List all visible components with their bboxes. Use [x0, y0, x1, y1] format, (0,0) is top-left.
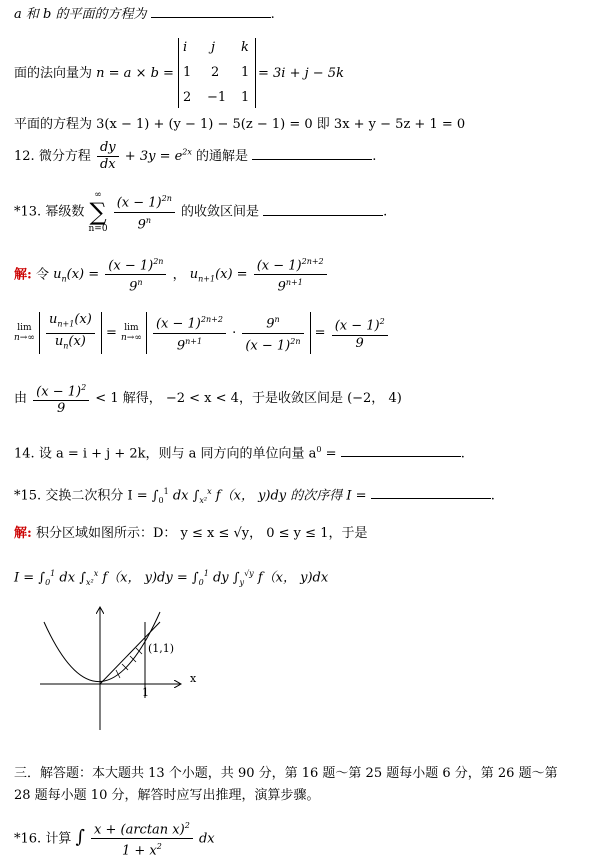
int-c: f（x， y)dy = ∫: [102, 570, 199, 586]
q13-text-a: 幂级数: [45, 204, 85, 220]
q13-frac-num: (x − 1): [116, 195, 162, 211]
q11-lead-text: a 和 b 的平面的方程为: [14, 7, 147, 22]
q15-lim2-top: x: [207, 487, 212, 496]
q12-exponent: 2x: [182, 147, 192, 157]
integral-icon: ∫: [75, 826, 85, 848]
frac-num-sub: n+1: [57, 319, 75, 329]
x-axis-label: x: [190, 672, 197, 685]
sol13-lim-2: [121, 323, 142, 343]
sol13-label: 解:: [14, 267, 32, 283]
int-b: dx ∫: [59, 570, 86, 586]
frac-den: 9: [176, 337, 186, 353]
frac-den: 9: [277, 279, 286, 295]
lim-word: lim: [17, 323, 32, 334]
frac-num-exp: 2n+2: [301, 257, 324, 266]
q11-lead-line: a 和 b 的平面的方程为 .: [14, 4, 275, 23]
q15-lim2-bottom: x²: [199, 495, 208, 505]
q12-text-c: 的通解是: [196, 149, 249, 164]
sol13-un1-sub: n+1: [198, 274, 216, 284]
int-a-bot: 0: [45, 577, 51, 587]
sol13-product-abs: [146, 312, 311, 354]
q12-text-b: + 3y = e: [124, 149, 183, 164]
conc-prefix: 由: [14, 391, 28, 407]
q11-normal-label: 面的法向量为: [14, 66, 93, 81]
tick-label: 1: [142, 686, 149, 699]
int-d-bot: y: [239, 577, 245, 587]
matrix-cell: 1: [183, 65, 192, 80]
frac-num-exp: 2n+2: [200, 315, 223, 325]
q12-frac-den: dx: [99, 157, 116, 172]
sol13-line-1: [14, 254, 329, 295]
q11-normal-line: [14, 66, 174, 82]
frac-den-sub: n: [63, 341, 69, 351]
sol13-g2-fraction: [242, 312, 303, 354]
frac-num: (x − 1): [36, 384, 82, 400]
lim-word: lim: [124, 323, 139, 334]
frac-num-exp: 2: [379, 317, 385, 327]
sol13-un1-fraction: [254, 254, 327, 296]
q11-normal-result: = 3i + j − 5k: [258, 66, 344, 81]
frac-num: 9: [266, 316, 275, 332]
int-a-top: 1: [50, 569, 56, 578]
sol13-un-sub: n: [61, 274, 67, 284]
parabola-curve: [44, 612, 160, 682]
sol13-un1-arg: (x) =: [215, 267, 248, 283]
q12-line: 12. 微分方程 $\frac{dy}{dx}$ + $3y = e^{2x}$ 的通解是 .: [14, 140, 377, 172]
q12-frac-num: dy: [97, 140, 119, 157]
frac-den: (x − 1): [245, 337, 291, 353]
frac-num-exp: n: [274, 315, 280, 325]
q13-frac-num-exp: 2n: [161, 194, 172, 204]
sol15-text: 积分区域如图所示：D： y ≤ x ≤ √y， 0 ≤ y ≤ 1，于是: [35, 526, 368, 541]
int-c-top: 1: [203, 569, 209, 578]
sol13-un-arg: (x) =: [66, 267, 100, 283]
sol13-result-fraction: [332, 314, 388, 351]
int-d: dy ∫: [212, 570, 240, 586]
sol13-un: u: [53, 267, 62, 283]
dot: ·: [232, 325, 237, 341]
q15-text: 交换二次积分 I = ∫: [45, 488, 159, 504]
q13-frac-den: 9: [137, 216, 146, 232]
q15-text-c: f（x， y)dy 的次序得 I =: [215, 488, 367, 504]
sol13-ratio-abs: [39, 312, 102, 354]
q12-number: 12.: [14, 149, 35, 164]
frac-den-exp: n: [137, 278, 143, 288]
q14-text-b: =: [325, 446, 337, 462]
equals: =: [314, 325, 326, 341]
frac-num-exp: 2: [184, 821, 190, 830]
section3-line-1: 三．解答题：本大题共 13 个小题，共 90 分，第 16 题～第 25 题每小题 6 分，第 26 题～第: [14, 766, 558, 781]
matrix-cell: i: [183, 40, 188, 55]
frac-num: (x − 1): [256, 258, 302, 274]
frac-den: 9: [355, 335, 364, 351]
q11-normal-expr: n = a × b =: [96, 66, 174, 81]
q14-text: 设 a = i + j + 2k，则与 a 同方向的单位向量 a: [38, 446, 317, 462]
q14-answer-blank: [341, 443, 461, 457]
q13-answer-blank: [263, 202, 383, 216]
frac-num-exp: 2: [81, 383, 87, 392]
q15-text-b: dx ∫: [172, 488, 200, 504]
sol13-conc-fraction: [33, 380, 89, 417]
matrix-cell: k: [241, 40, 249, 55]
matrix-cell: 1: [241, 65, 250, 80]
sol13-conclusion: [14, 380, 402, 416]
matrix-cell: 1: [241, 90, 250, 105]
sol13-let: 令: [35, 267, 49, 283]
frac-num-exp: 2n: [153, 257, 164, 266]
q16-line: [14, 818, 215, 859]
equals: =: [105, 325, 117, 341]
sol13-un1: u: [189, 267, 199, 283]
lim-sub: n→∞: [120, 333, 142, 344]
q13-sum-top: ∞: [94, 190, 102, 200]
q15-line: *15. 交换二次积分 $I = \int_0^1$ dx $\int_{x^2}^x$ f（x， y)dy 的次序得 I = .: [14, 487, 495, 505]
sol13-ratio-fraction: [46, 312, 95, 354]
frac-den: u: [54, 333, 64, 349]
q11-answer-blank: [151, 4, 271, 18]
sol15-line-1: [14, 526, 367, 542]
sigma-icon: ∑: [89, 198, 107, 226]
frac-den: 9: [57, 401, 66, 417]
q13-number: *13.: [14, 204, 42, 220]
q15-number: *15.: [14, 488, 42, 504]
region-figure: [30, 600, 210, 740]
q13-frac-den-exp: n: [145, 215, 151, 225]
conc-text: < 1 解得， −2 < x < 4，于是收敛区间是 (−2， 4): [95, 391, 402, 407]
matrix-cell: 2: [183, 90, 192, 105]
q15-lim-top: 1: [163, 487, 169, 496]
sol13-limit-line: [14, 312, 390, 356]
sol15-integral-line: [14, 566, 328, 591]
sol13-un-fraction: [105, 254, 166, 296]
q13-sum: [88, 190, 107, 234]
q15-answer-blank: [371, 485, 491, 499]
q13-series-fraction: [114, 191, 175, 233]
q16-tail: dx: [198, 831, 215, 847]
frac-den-exp: n+1: [285, 278, 303, 288]
q12-text-a: 微分方程: [38, 149, 91, 164]
q15-lim-bottom: 0: [158, 495, 164, 505]
q14-line: 14. 设 a = i + j + 2k，则与 a 同方向的单位向量 $a^0$ = .: [14, 445, 465, 462]
point-label: (1,1): [148, 642, 175, 655]
q14-number: 14.: [14, 446, 35, 462]
frac-num: (x − 1): [155, 316, 201, 332]
q13-text-b: 的收敛区间是: [181, 204, 260, 220]
frac-den-exp: 2: [156, 842, 162, 852]
q13-sum-bottom: n=0: [88, 224, 108, 234]
int-b-bot: x²: [85, 577, 94, 587]
q16-number: *16.: [14, 831, 42, 847]
determinant-matrix: [178, 38, 256, 108]
sol13-lim: [14, 323, 35, 343]
frac-num: (x − 1): [108, 258, 154, 274]
q13-line: *13. 幂级数 ∞ ∑ n=0 $\frac{(x - 1)^{2n}}{9^n}$ 的收敛区间是 .: [14, 190, 388, 234]
q12-answer-blank: [252, 146, 372, 160]
int-c-bot: 0: [198, 577, 204, 587]
sol13-g1-fraction: [153, 312, 226, 354]
frac-num: x + (arctan x): [94, 822, 185, 838]
matrix-cell: j: [211, 40, 216, 55]
frac-den-arg: (x): [68, 333, 86, 349]
q16-fraction: [91, 818, 193, 860]
int-e: f（x， y)dx: [257, 570, 329, 586]
frac-den: 1 + x: [121, 843, 157, 859]
section3-line-2: 28 题每小题 10 分，解答时应写出推理，演算步骤。: [14, 788, 320, 803]
q14-sup: 0: [316, 445, 322, 454]
int-b-top: x: [93, 569, 99, 578]
frac-den-exp: 2n: [290, 336, 301, 346]
matrix-cell: −1: [207, 90, 227, 105]
int-a: I = ∫: [14, 570, 46, 586]
matrix-cell: 2: [211, 65, 220, 80]
q12-derivative-fraction: [97, 140, 119, 173]
frac-num: u: [48, 312, 58, 327]
q16-text: 计算: [45, 831, 72, 847]
frac-num-arg: (x): [74, 312, 92, 327]
q11-plane-equation: 平面的方程为 3(x − 1) + (y − 1) − 5(z − 1) = 0 即 3x + y − 5z + 1 = 0: [14, 117, 466, 132]
lim-sub: n→∞: [14, 333, 35, 344]
int-d-top: √y: [244, 569, 254, 578]
frac-den: 9: [129, 279, 138, 295]
frac-den-exp: n+1: [185, 336, 203, 346]
sol15-label: 解:: [14, 526, 32, 541]
frac-num: (x − 1): [334, 318, 380, 334]
sol13-sep: ，: [172, 267, 186, 283]
